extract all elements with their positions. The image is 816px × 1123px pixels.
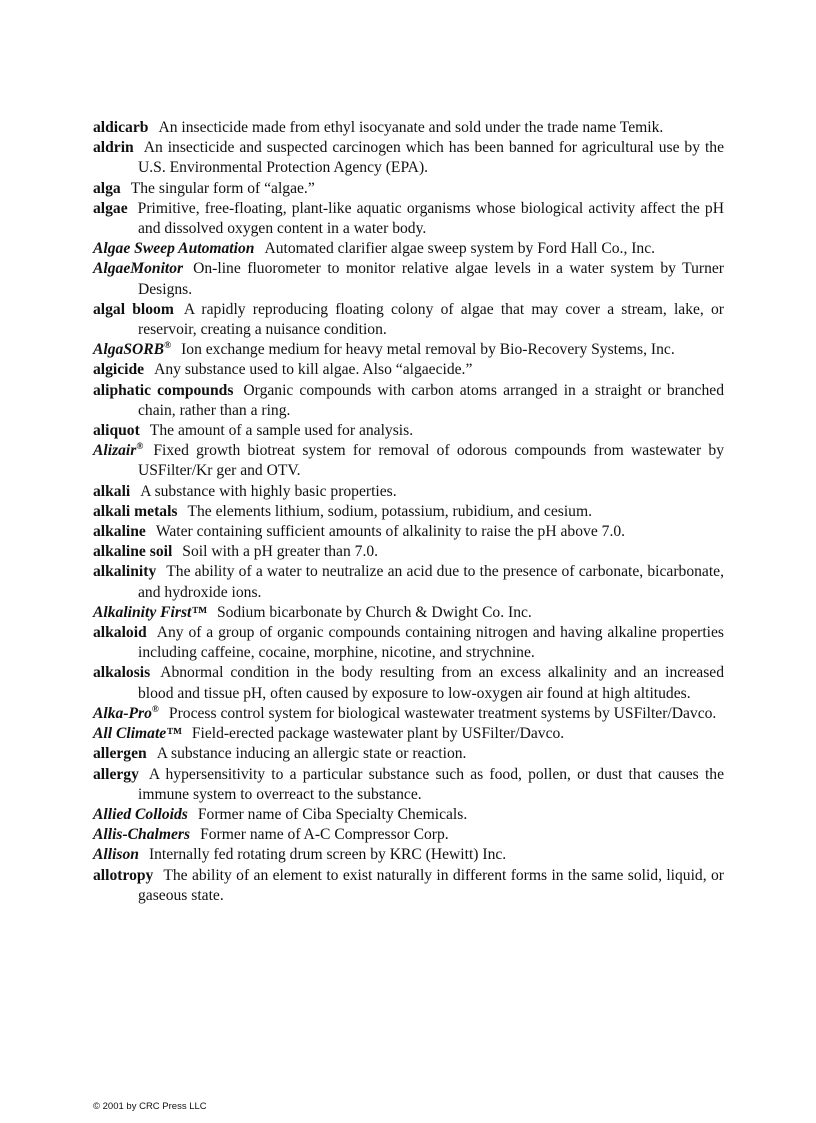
glossary-entry bbox=[93, 482, 724, 502]
entry-definition: Former name of Ciba Specialty Chemicals. bbox=[197, 805, 468, 823]
entry-term: Allis-Chalmers bbox=[93, 826, 191, 844]
glossary-entry bbox=[93, 623, 724, 663]
entry-term: algae bbox=[93, 199, 128, 217]
entry-term: algal bloom bbox=[93, 300, 174, 318]
entry-definition: Automated clarifier algae sweep system by Ford Hall Co., Inc. bbox=[264, 240, 656, 258]
entry-definition: A substance inducing an allergic state or reaction. bbox=[156, 745, 467, 763]
entry-term: alkaline bbox=[93, 523, 146, 541]
glossary-entry bbox=[93, 805, 724, 825]
glossary-entries bbox=[93, 118, 724, 906]
entry-term: Alkalinity First™ bbox=[93, 603, 207, 621]
entry-term: Alka-Pro bbox=[93, 704, 152, 722]
entry-term: alkaline soil bbox=[93, 543, 173, 561]
glossary-entry bbox=[93, 421, 724, 441]
entry-term: alkalosis bbox=[93, 664, 151, 682]
entry-term: alkali metals bbox=[93, 502, 178, 520]
entry-definition: Abnormal condition in the body resulting from an excess alkalinity and an increased blood and tissue pH, often caused by exposure to low-oxygen air found at high altitudes. bbox=[138, 664, 724, 702]
entry-term: aldicarb bbox=[93, 119, 149, 136]
glossary-entry bbox=[93, 138, 724, 178]
glossary-entry bbox=[93, 522, 724, 542]
entry-definition: The singular form of “algae.” bbox=[130, 179, 315, 197]
glossary-entry bbox=[93, 199, 724, 239]
glossary-entry bbox=[93, 724, 724, 744]
entry-term: alkali bbox=[93, 482, 131, 500]
glossary-entry bbox=[93, 179, 724, 199]
entry-definition: Fixed growth biotreat system for removal of odorous compounds from wastewater by USFilter/Kr ger and OTV. bbox=[138, 442, 724, 480]
entry-definition: Former name of A-C Compressor Corp. bbox=[200, 826, 449, 844]
glossary-entry bbox=[93, 542, 724, 562]
entry-definition: A hypersensitivity to a particular substance such as food, pollen, or dust that causes the immune system to overreact to the substance. bbox=[138, 765, 724, 803]
entry-term: allergen bbox=[93, 745, 147, 763]
entry-term: All Climate™ bbox=[93, 725, 182, 743]
glossary-entry bbox=[93, 360, 724, 380]
glossary-entry bbox=[93, 845, 724, 865]
glossary-entry bbox=[93, 825, 724, 845]
glossary-entry bbox=[93, 381, 724, 421]
entry-term: Algae Sweep Automation bbox=[93, 240, 255, 258]
entry-definition: The ability of a water to neutralize an acid due to the presence of carbonate, bicarbonate, and hydroxide ions. bbox=[138, 563, 724, 601]
registered-mark: ® bbox=[136, 442, 144, 453]
glossary-entry bbox=[93, 765, 724, 805]
entry-definition: Any substance used to kill algae. Also “algaecide.” bbox=[154, 361, 473, 379]
glossary-entry bbox=[93, 663, 724, 703]
entry-definition: The ability of an element to exist naturally in different forms in the same solid, liquid, or gaseous state. bbox=[138, 866, 724, 904]
copyright-footer: © 2001 by CRC Press LLC bbox=[93, 1101, 207, 1112]
entry-definition: Process control system for biological wastewater treatment systems by USFilter/Davco. bbox=[168, 704, 717, 722]
entry-definition: An insecticide and suspected carcinogen which has been banned for agricultural use by the U.S. Environmental Protection Agency (EPA). bbox=[138, 139, 724, 177]
entry-definition: Sodium bicarbonate by Church & Dwight Co. Inc. bbox=[216, 603, 532, 621]
entry-term: alkalinity bbox=[93, 563, 157, 581]
entry-term: Allison bbox=[93, 846, 139, 864]
entry-term: allergy bbox=[93, 765, 139, 783]
entry-definition: A substance with highly basic properties. bbox=[140, 482, 397, 500]
glossary-entry bbox=[93, 340, 724, 360]
entry-definition: A rapidly reproducing floating colony of algae that may cover a stream, lake, or reservoir, creating a nuisance condition. bbox=[138, 300, 724, 339]
entry-term: aldrin bbox=[93, 139, 134, 157]
glossary-entry bbox=[93, 239, 724, 259]
entry-term: alga bbox=[93, 179, 121, 197]
entry-definition: Internally fed rotating drum screen by KRC (Hewitt) Inc. bbox=[148, 846, 507, 864]
entry-term: AlgaSORB bbox=[93, 341, 165, 359]
entry-term: alkaloid bbox=[93, 624, 147, 642]
glossary-entry bbox=[93, 744, 724, 764]
entry-term: Allied Colloids bbox=[93, 805, 188, 823]
entry-term: allotropy bbox=[93, 866, 154, 884]
entry-definition: The amount of a sample used for analysis. bbox=[149, 422, 414, 440]
entry-definition: Ion exchange medium for heavy metal removal by Bio-Recovery Systems, Inc. bbox=[181, 341, 675, 359]
entry-definition: Field-erected package wastewater plant by USFilter/Davco. bbox=[191, 725, 565, 743]
glossary-entry bbox=[93, 866, 724, 906]
glossary-entry bbox=[93, 562, 724, 602]
glossary-entry bbox=[93, 259, 724, 299]
glossary-entry bbox=[93, 118, 724, 138]
glossary-entry bbox=[93, 704, 724, 724]
entry-definition: Soil with a pH greater than 7.0. bbox=[182, 543, 379, 561]
entry-definition: The elements lithium, sodium, potassium, rubidium, and cesium. bbox=[187, 502, 592, 520]
entry-term: AlgaeMonitor bbox=[93, 260, 184, 278]
entry-definition: On-line fluorometer to monitor relative algae levels in a water system by Turner Designs. bbox=[138, 260, 724, 298]
entry-definition: Organic compounds with carbon atoms arranged in a straight or branched chain, rather than a ring. bbox=[138, 381, 724, 419]
glossary-entry bbox=[93, 603, 724, 623]
entry-term: aliphatic compounds bbox=[93, 381, 234, 399]
entry-definition: Any of a group of organic compounds containing nitrogen and having alkaline properties including caffeine, cocaine, morphine, nicotine, and strychnine. bbox=[138, 624, 724, 662]
entry-definition: Primitive, free-floating, plant-like aquatic organisms whose biological activity affect the pH and dissolved oxygen content in a water body. bbox=[137, 199, 724, 238]
glossary-entry bbox=[93, 441, 724, 481]
entry-term: Alizair bbox=[93, 442, 137, 460]
glossary-entry bbox=[93, 502, 724, 522]
entry-term: aliquot bbox=[93, 422, 140, 440]
entry-term: algicide bbox=[93, 361, 145, 379]
registered-mark: ® bbox=[151, 704, 159, 715]
entry-definition: Water containing sufficient amounts of alkalinity to raise the pH above 7.0. bbox=[155, 523, 626, 541]
glossary-entry bbox=[93, 300, 724, 340]
registered-mark: ® bbox=[164, 341, 172, 352]
entry-definition: An insecticide made from ethyl isocyanate and sold under the trade name Temik. bbox=[158, 119, 664, 136]
